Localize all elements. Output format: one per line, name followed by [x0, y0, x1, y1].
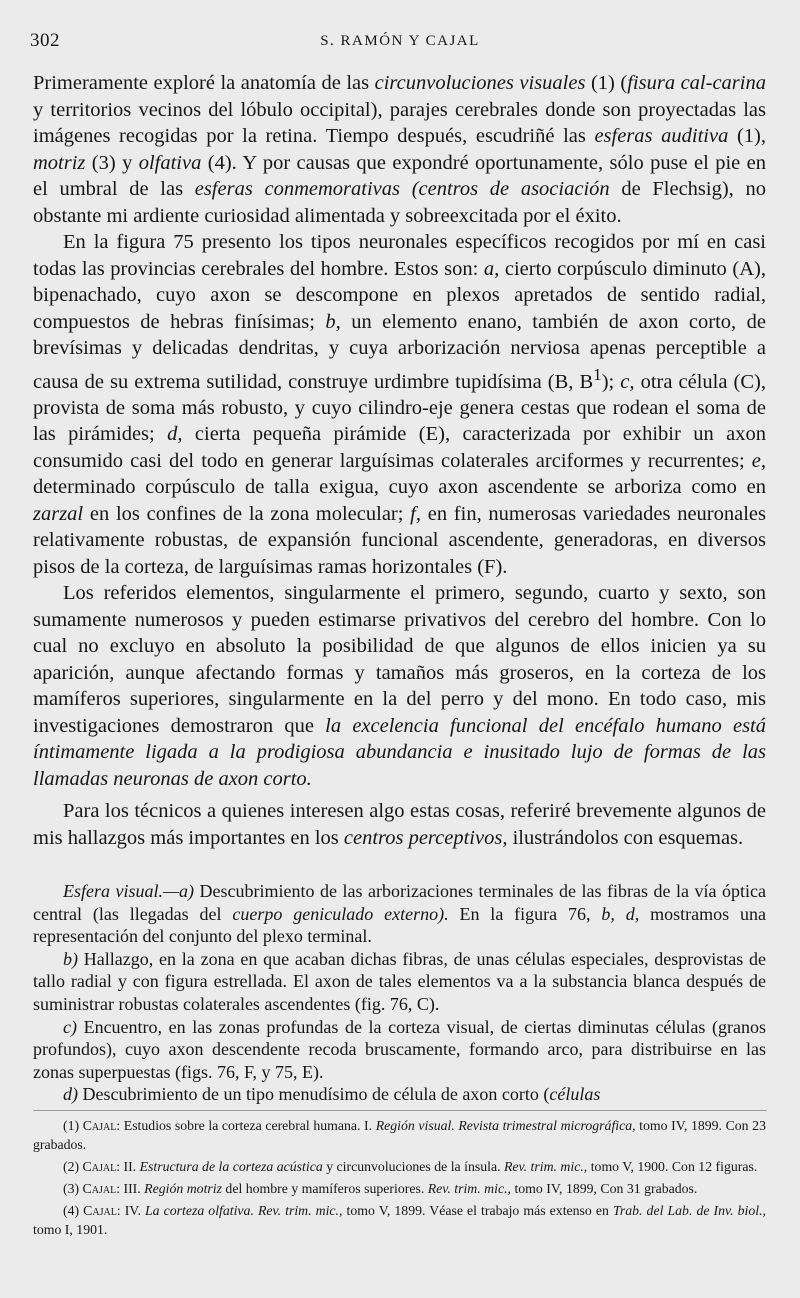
finding-paragraph: [33, 880, 766, 948]
footnotes: [33, 1116, 766, 1242]
italic-text: c,: [620, 370, 635, 393]
text-run: Descubrimiento de las arborizaciones terminales de las fibras de la vía óptica central (las llegadas del: [33, 881, 766, 924]
footnote-divider: [33, 1110, 767, 1111]
paragraph: [33, 229, 766, 580]
italic-text: Esfera visual.—a): [63, 881, 195, 901]
italic-text: Trab. del Lab. de Inv. biol.,: [612, 1203, 766, 1218]
text-run: y circunvoluciones de la ínsula.: [322, 1159, 504, 1174]
author-name: Cajal:: [83, 1203, 121, 1218]
page-header: [30, 30, 770, 56]
italic-text: centros perceptivos,: [343, 826, 508, 849]
italic-text: Región motriz: [144, 1181, 222, 1196]
text-run: );: [601, 370, 621, 393]
text-run: (4): [63, 1203, 84, 1218]
footnote: [33, 1116, 766, 1154]
text-run: un elemento enano, también de axon corto, de brevísimas y delicadas dendritas, y cuya arborización nerviosa apenas perceptible a causa de su extrema sutilidad, construye urdimbre tupidísima (B, B: [33, 310, 766, 393]
italic-text: olfativa: [138, 151, 202, 174]
italic-text: Estructura de la corteza acústica: [139, 1159, 323, 1174]
italic-text: Región visual. Revista trimestral micrográfica,: [375, 1118, 636, 1133]
text-run: cierta pequeña pirámide (E), caracterizada por exhibir un axon consumido casi del todo en generar larguísimas colaterales arciformes y recurrentes;: [33, 423, 766, 472]
text-run: tomo V, 1899. Véase el trabajo más extenso en: [342, 1203, 613, 1218]
italic-text: esferas auditiva: [594, 125, 729, 147]
paragraph: [33, 798, 766, 851]
italic-text: e,: [751, 449, 766, 472]
italic-text: d): [63, 1084, 78, 1105]
text-run: (1): [63, 1118, 83, 1133]
text-run: IV.: [120, 1203, 145, 1218]
italic-text: circunvoluciones visuales: [374, 72, 586, 94]
finding-paragraph: [33, 948, 766, 1016]
text-run: determinado corpúsculo de talla exigua, cuyo axon ascendente se arboriza como en: [33, 476, 766, 499]
author-name: Cajal:: [82, 1118, 121, 1133]
footnote: [33, 1179, 766, 1198]
text-run: III.: [120, 1181, 145, 1196]
italic-text: la excelencia funcional del encéfalo humano está íntimamente ligada a la prodigiosa abundancia e inusitado lujo de formas de las llamadas neuronas de axon corto.: [33, 714, 766, 790]
main-text: [33, 70, 766, 851]
italic-text: f,: [410, 502, 421, 525]
italic-text: c): [63, 1016, 77, 1037]
text-run: (2): [63, 1159, 83, 1174]
italic-text: b, d,: [601, 903, 640, 924]
author-name: Cajal:: [82, 1159, 121, 1174]
italic-text: zarzal: [33, 502, 84, 525]
text-run: (1) (: [585, 72, 628, 94]
text-run: Estudios sobre la corteza cerebral humana. I.: [120, 1118, 376, 1133]
italic-text: a,: [483, 257, 500, 280]
text-run: (3) y: [85, 151, 139, 174]
italic-text: La corteza olfativa. Rev. trim. mic.,: [145, 1203, 343, 1218]
italic-text: fisura cal-carina: [627, 72, 766, 94]
page-number: 302: [30, 30, 60, 51]
italic-text: motriz: [33, 151, 86, 174]
finding-paragraph: [33, 1083, 766, 1106]
italic-text: Rev. trim. mic.,: [427, 1181, 511, 1196]
paragraph: [33, 70, 766, 229]
italic-text: esferas conmemorativas (centros de asociación: [194, 178, 610, 200]
text-run: Encuentro, en las zonas profundas de la corteza visual, de ciertas diminutas células (granos profundos), cuyo axon descendente recoda bruscamente, formando arco, para distribuirse en las zonas superpuestas (figs. 76, F, y 75, E).: [33, 1016, 766, 1082]
text-run: en los confines de la zona molecular;: [83, 502, 411, 525]
text-run: y territorios vecinos del lóbulo occipital), parajes cerebrales donde son proyectadas las imágenes recogidas por la retina. Tiempo después, escudriñé las: [33, 98, 766, 147]
text-run: (3): [63, 1181, 83, 1196]
footnote: [33, 1201, 766, 1239]
finding-paragraph: [33, 1016, 766, 1084]
text-run: (4). Y por causas que expondré oportunamente, sólo puse el pie en el umbral de las: [33, 151, 766, 200]
paragraph: [33, 580, 766, 792]
italic-text: d,: [167, 423, 183, 446]
italic-text: b,: [325, 310, 341, 333]
text-run: tomo IV, 1899, Con 31 grabados.: [511, 1181, 698, 1196]
footnote: [33, 1157, 766, 1176]
text-run: (1),: [728, 125, 766, 147]
superscript: 1: [593, 364, 602, 384]
text-run: tomo IV, 1899. Con 23 grabados.: [33, 1118, 766, 1152]
text-run: ilustrándolos con esquemas.: [507, 826, 744, 849]
italic-text: b): [63, 948, 78, 969]
text-run: de Flechsig), no obstante mi ardiente curiosidad alimentada y sobreexcitada por el éxito.: [33, 178, 766, 227]
text-run: Descubrimiento de un tipo menudísimo de célula de axon corto (: [78, 1084, 550, 1105]
italic-text: Rev. trim. mic.,: [503, 1159, 588, 1174]
text-run: Para los técnicos a quienes interesen algo estas cosas, referiré brevemente algunos de mis hallazgos más importantes en los: [33, 800, 766, 849]
text-run: Los referidos elementos, singularmente el primero, segundo, cuarto y sexto, son sumamente numerosos y pueden estimarse privativos del cerebro del hombre. Con lo cual no excluyo en absoluto la posibilidad de que algunos de ellos inicien ya su aparición, aunque afectando formas y tamaños más groseros, en la corteza de los mamíferos superiores, singularmente en la del perro y del mono. En todo caso, mis investigaciones demostraron que: [33, 582, 766, 737]
text-run: En la figura 76,: [448, 903, 602, 924]
text-run: otra célula (C), provista de soma más robusto, y cuyo cilindro-eje genera cestas que rodean el soma de las pirámides;: [33, 370, 766, 446]
text-run: tomo V, 1900. Con 12 figuras.: [587, 1159, 758, 1174]
text-run: tomo I, 1901.: [33, 1222, 108, 1237]
italic-text: células: [549, 1084, 601, 1105]
text-run: cierto corpúsculo diminuto (A), bipenachado, cuyo axon se descompone en plexos apretados de sentido radial, compuestos de hebras finísimas;: [33, 257, 766, 333]
italic-text: cuerpo geniculado externo).: [232, 903, 449, 924]
text-run: Primeramente exploré la anatomía de las: [33, 72, 375, 94]
text-run: Hallazgo, en la zona en que acaban dichas fibras, de unas células especiales, desprovistas de tallo radial y con figura estrellada. El axon de tales elementos va a la substancia blanca después de suministrar robustas colaterales ascendentes (fig. 76, C).: [33, 948, 766, 1014]
findings-list: [33, 880, 766, 1106]
text-run: mostramos una representación del conjunto del plexo terminal.: [33, 903, 766, 947]
author-name: Cajal:: [82, 1181, 121, 1196]
text-run: del hombre y mamíferos superiores.: [221, 1181, 428, 1196]
running-head: S. RAMÓN Y CAJAL: [320, 33, 480, 49]
text-run: En la figura 75 presento los tipos neuronales específicos recogidos por mí en casi todas las provincias cerebrales del hombre. Estos son:: [33, 231, 766, 280]
text-run: en fin, numerosas variedades neuronales relativamente robustas, de expansión funcional ascendente, generadoras, en diversos pisos de la corteza, de larguísimas ramas horizontales (F).: [33, 502, 766, 578]
text-run: II.: [120, 1159, 140, 1174]
